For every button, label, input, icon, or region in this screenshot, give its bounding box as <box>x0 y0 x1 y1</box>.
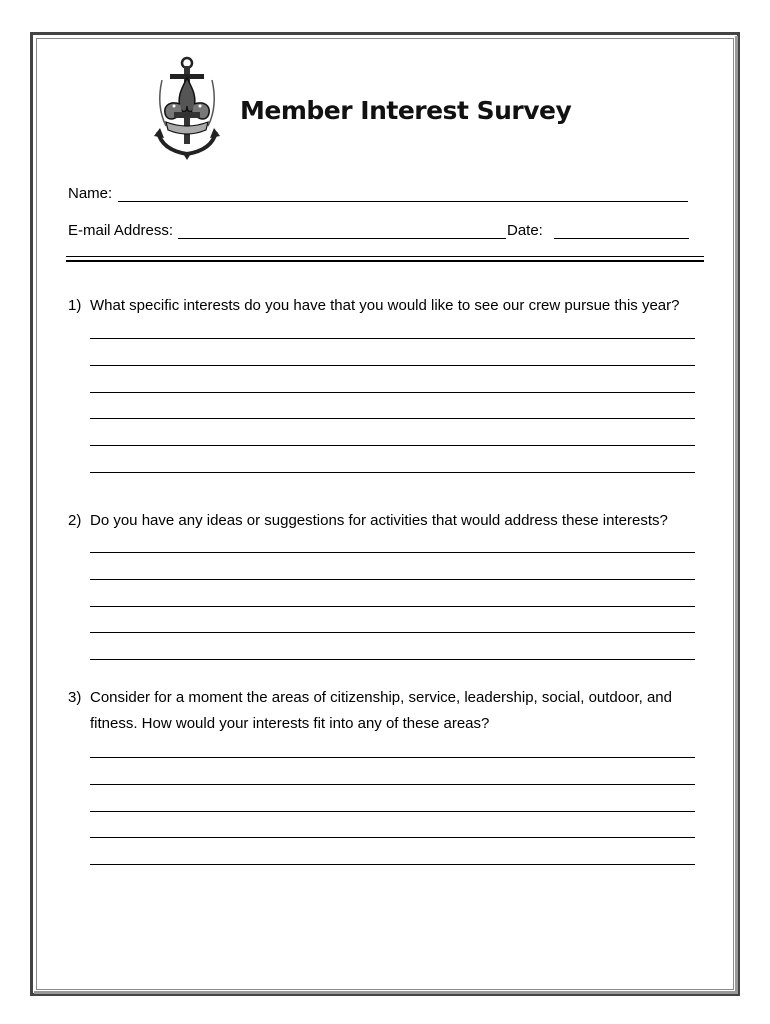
answer-line[interactable] <box>90 445 695 446</box>
question-text: Do you have any ideas or suggestions for activities that would address these interests? <box>90 512 668 529</box>
name-field[interactable] <box>118 201 688 202</box>
answer-line[interactable] <box>90 418 695 419</box>
answer-line[interactable] <box>90 811 695 812</box>
header-divider-thick <box>66 260 704 262</box>
page-border-shadow-bottom <box>34 991 738 994</box>
date-field[interactable] <box>554 238 689 239</box>
answer-line[interactable] <box>90 632 695 633</box>
answer-line[interactable] <box>90 864 695 865</box>
date-label: Date: <box>507 222 543 239</box>
answer-line[interactable] <box>90 392 695 393</box>
answer-line[interactable] <box>90 784 695 785</box>
question-text: Consider for a moment the areas of citizenship, service, leadership, social, outdoor, and fitness. How would your interests fit into any of these areas? <box>90 689 672 732</box>
answer-line[interactable] <box>90 837 695 838</box>
answer-line[interactable] <box>90 757 695 758</box>
email-field[interactable] <box>178 238 506 239</box>
question-number: 1) <box>68 297 82 314</box>
page-title: Member Interest Survey <box>240 96 572 125</box>
question-number: 3) <box>68 689 82 706</box>
answer-line[interactable] <box>90 472 695 473</box>
answer-line[interactable] <box>90 552 695 553</box>
answer-line[interactable] <box>90 606 695 607</box>
question-text: What specific interests do you have that you would like to see our crew pursue this year? <box>90 297 680 314</box>
question-number: 2) <box>68 512 82 529</box>
answer-line[interactable] <box>90 659 695 660</box>
name-label: Name: <box>68 185 113 202</box>
answer-line[interactable] <box>90 365 695 366</box>
header-divider <box>66 256 704 257</box>
email-label: E-mail Address: <box>68 222 174 239</box>
answer-line[interactable] <box>90 579 695 580</box>
sea-scouts-anchor-emblem-icon <box>152 56 234 160</box>
answer-line[interactable] <box>90 338 695 339</box>
page-border-shadow-right <box>735 36 738 994</box>
